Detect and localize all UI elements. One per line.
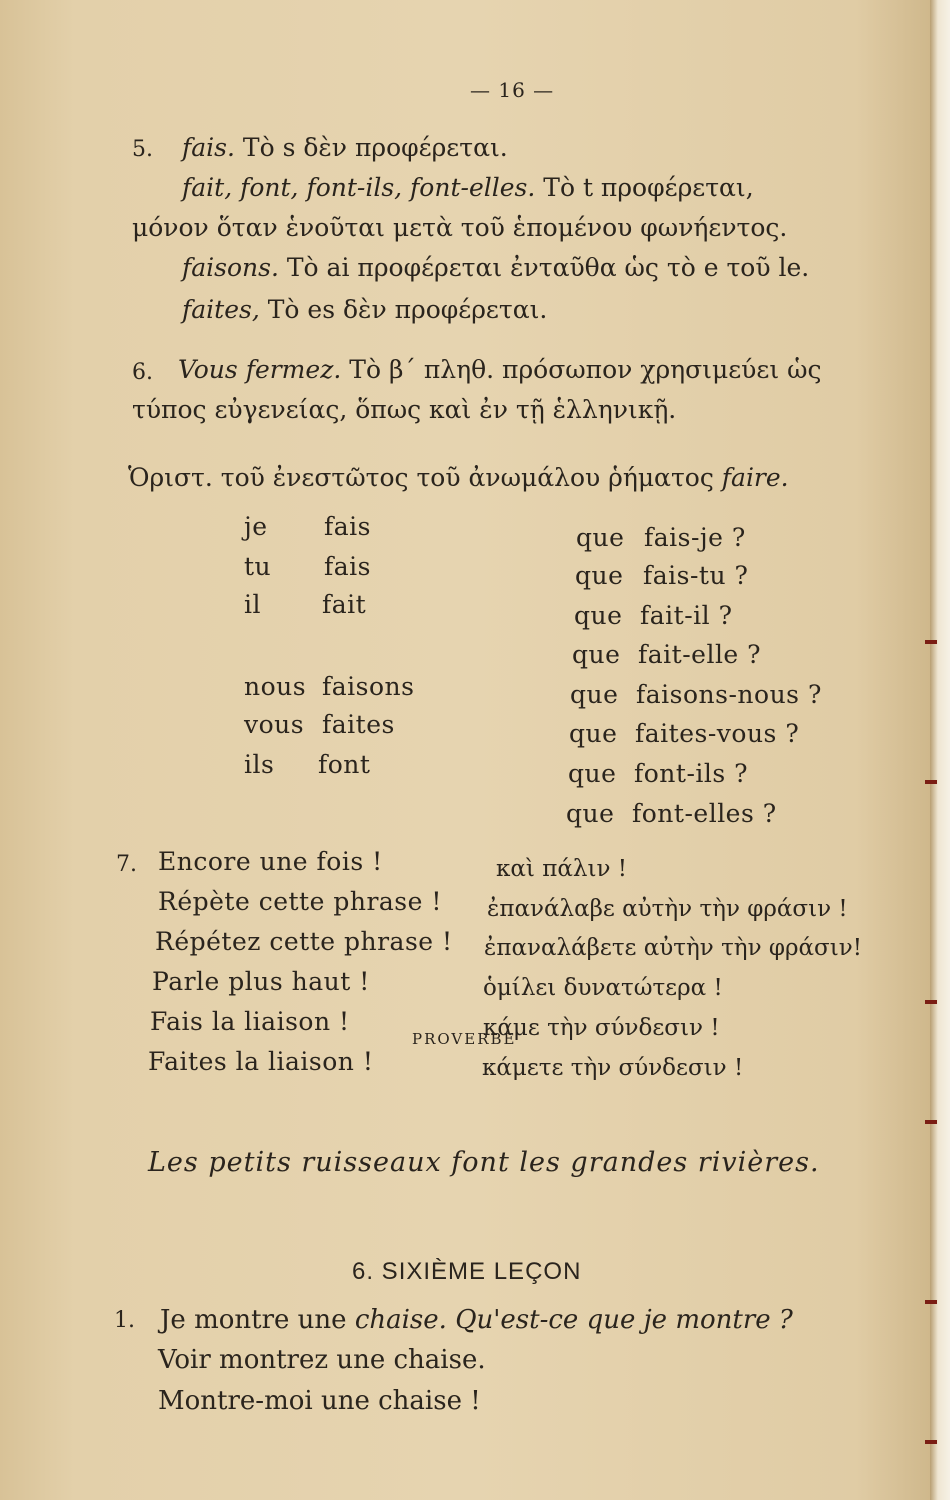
french-words: Vous fermez. (178, 355, 342, 384)
interrogative-form: fait-il ? (640, 601, 733, 630)
verb-form: font (318, 750, 371, 779)
interrogative-que: que (569, 719, 618, 748)
pronoun: vous (244, 710, 305, 739)
verb-form: fais (324, 512, 371, 541)
interrogative-form: fais-tu ? (643, 561, 749, 590)
interrogative-que: que (568, 759, 617, 788)
verb-form: fais (324, 552, 371, 581)
pronoun: ils (244, 750, 275, 779)
french-phrase: Répète cette phrase ! (158, 887, 442, 916)
lesson-title: 6. SIXIÈME LEÇON (352, 1258, 582, 1285)
interrogative-form: font-elles ? (632, 799, 777, 828)
pronoun: il (244, 590, 261, 619)
french-word: fais. (182, 133, 235, 162)
greek-phrase: ἐπανάλαβε αὐτὴν τὴν φράσιν ! (487, 896, 848, 922)
verb-form: fait (322, 590, 367, 619)
page-number: — 16 — (470, 78, 555, 102)
french-phrase: Faites la liaison ! (148, 1047, 374, 1076)
greek-text: Τὸ ai προφέρεται ἐνταῦθα ὡς τὸ e τοῦ le. (286, 253, 810, 282)
section-5-number: 5. (132, 137, 153, 162)
interrogative-form: faisons-nous ? (636, 680, 822, 709)
greek-text: Τὸ β΄ πληθ. πρόσωπον χρησιμεύει ὡς (349, 355, 822, 384)
lesson-line-1 (160, 1305, 793, 1335)
lesson-line-3: Montre-moi une chaise ! (158, 1386, 481, 1416)
italic-text: chaise. Qu'est-ce que je montre ? (354, 1305, 793, 1335)
heading-verb: faire. (721, 463, 789, 492)
greek-phrase: ὁμίλει δυνατώτερα ! (483, 975, 723, 1001)
greek-text: Τὸ es δὲν προφέρεται. (267, 295, 548, 324)
proverb-text: Les petits ruisseaux font les grandes rivières. (148, 1147, 820, 1178)
red-mark (925, 1440, 937, 1444)
french-phrase: Encore une fois ! (158, 847, 383, 876)
verb-form: faites (322, 710, 395, 739)
french-word: faisons. (182, 253, 279, 282)
section-6-line-2: τύπος εὐγενείας, ὅπως καὶ ἐν τῇ ἑλληνικῇ. (132, 395, 677, 424)
pronoun: nous (244, 672, 307, 701)
verb-form: faisons (322, 672, 415, 701)
interrogative-que: que (574, 601, 623, 630)
interrogative-form: fait-elle ? (638, 640, 762, 669)
interrogative-form: font-ils ? (634, 759, 749, 788)
pronoun: tu (244, 552, 272, 581)
red-mark (925, 1120, 937, 1124)
french-word: faites, (182, 295, 260, 324)
section-5-line-4 (182, 253, 809, 283)
greek-phrase: κάμετε τὴν σύνδεσιν ! (482, 1055, 744, 1081)
french-phrase: Fais la liaison ! (150, 1007, 350, 1036)
greek-phrase: ἐπαναλάβετε αὐτὴν τὴν φράσιν! (484, 935, 862, 961)
section-5-line-1 (182, 133, 508, 163)
section-6-number: 6. (132, 360, 153, 385)
conjugation-heading (128, 463, 789, 493)
greek-phrase: κάμε τὴν σύνδεσιν ! (483, 1015, 720, 1041)
section-7-number: 7. (116, 852, 137, 877)
interrogative-que: que (570, 680, 619, 709)
red-mark (925, 780, 937, 784)
heading-text: Ὁριστ. τοῦ ἐνεστῶτος τοῦ ἀνωμάλου ῥήματος (128, 463, 714, 492)
red-mark (925, 1300, 937, 1304)
proverb-label: PROVERBE (412, 1030, 517, 1048)
interrogative-form: faites-vous ? (635, 719, 800, 748)
section-5-line-2 (182, 173, 754, 203)
page-edge (930, 0, 950, 1500)
red-mark (925, 1000, 937, 1004)
section-5-line-5 (182, 295, 547, 325)
lesson-item-number: 1. (114, 1308, 135, 1333)
greek-text: Τὸ t προφέρεται, (543, 173, 754, 202)
greek-text: Τὸ s δὲν προφέρεται. (242, 133, 508, 162)
plain-text: Je montre une (160, 1305, 347, 1335)
french-phrase: Parle plus haut ! (152, 967, 370, 996)
lesson-line-2: Voir montrez une chaise. (158, 1345, 486, 1375)
section-6-line-1 (178, 355, 821, 385)
pronoun: je (244, 512, 268, 541)
interrogative-que: que (572, 640, 621, 669)
interrogative-que: que (576, 523, 625, 552)
interrogative-que: que (566, 799, 615, 828)
red-mark (925, 640, 937, 644)
french-phrase: Répétez cette phrase ! (155, 927, 453, 956)
french-words: fait, font, font-ils, font-elles. (182, 173, 536, 202)
section-5-line-3: μόνον ὅταν ἑνοῦται μετὰ τοῦ ἑπομένου φωνήεντος. (132, 213, 788, 242)
greek-phrase: καὶ πάλιν ! (496, 856, 628, 882)
interrogative-que: que (575, 561, 624, 590)
interrogative-form: fais-je ? (644, 523, 746, 552)
